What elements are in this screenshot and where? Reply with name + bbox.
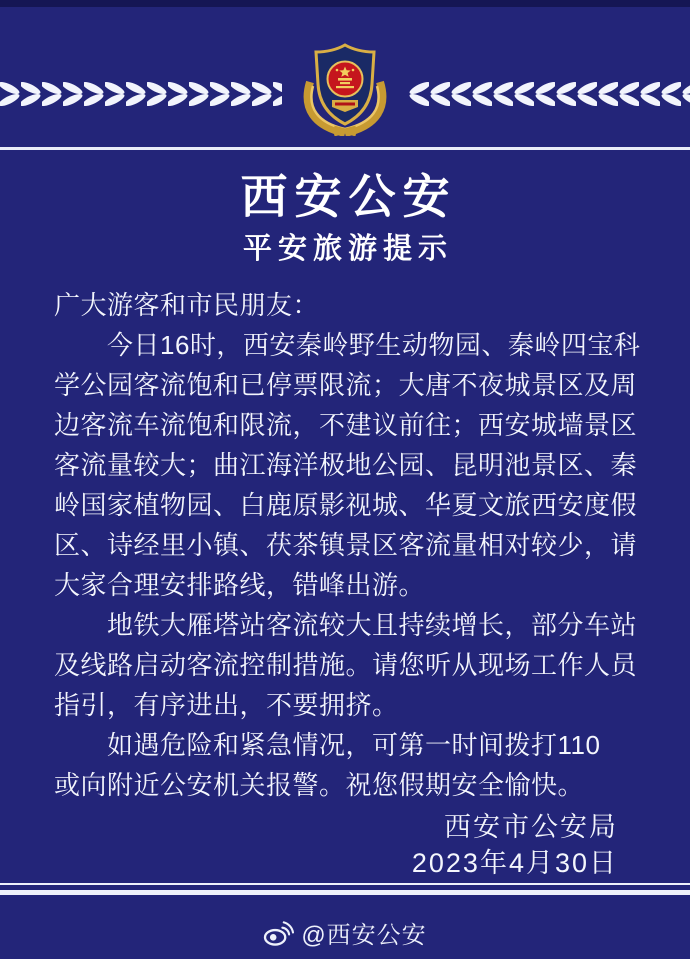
divider-thick bbox=[0, 890, 690, 895]
wheat-chevrons-left-icon bbox=[408, 81, 690, 107]
body-line: 及线路启动客流控制措施。请您听从现场工作人员 bbox=[54, 650, 638, 680]
body-line: 今日16时，西安秦岭野生动物园、秦岭四宝科 bbox=[107, 330, 641, 360]
footer bbox=[0, 915, 690, 950]
body-line: 边客流车流饱和限流，不建议前往；西安城墙景区 bbox=[54, 410, 638, 440]
body-line: 客流量较大；曲江海洋极地公园、昆明池景区、秦 bbox=[54, 450, 638, 480]
page-subtitle: 平安旅游提示 bbox=[242, 233, 453, 265]
body-line: 学公园客流饱和已停票限流；大唐不夜城景区及周 bbox=[54, 370, 638, 400]
body-line: 区、诗经里小镇、茯茶镇景区客流量相对较少，请 bbox=[54, 530, 638, 560]
body-line: 如遇危险和紧急情况，可第一时间拨打110 bbox=[107, 730, 601, 760]
body-line: 或向附近公安机关报警。祝您假期安全愉快。 bbox=[54, 770, 585, 800]
signature-block bbox=[0, 809, 690, 881]
body-line: 指引，有序进出，不要拥挤。 bbox=[54, 690, 399, 720]
notice-lines bbox=[54, 325, 640, 805]
body-line: 大家合理安排路线，错峰出游。 bbox=[54, 570, 426, 600]
police-badge-icon bbox=[294, 42, 396, 136]
header-banner bbox=[0, 0, 690, 150]
salutation: 广大游客和市民朋友： bbox=[54, 290, 320, 320]
body-line: 岭国家植物园、白鹿原影视城、华夏文旅西安度假 bbox=[54, 490, 638, 520]
wheat-chevrons-right-icon bbox=[0, 81, 282, 107]
issue-date: 2023年4月30日 bbox=[411, 848, 618, 878]
divider-thin bbox=[0, 883, 690, 885]
title-block bbox=[0, 172, 690, 265]
body-line: 地铁大雁塔站客流较大且持续增长，部分车站 bbox=[107, 610, 638, 640]
issuing-agency: 西安市公安局 bbox=[444, 812, 618, 842]
weibo-account: @西安公安 bbox=[301, 922, 427, 949]
notice-body bbox=[54, 285, 640, 805]
weibo-icon bbox=[263, 919, 294, 946]
page-title: 西安公安 bbox=[240, 170, 457, 223]
